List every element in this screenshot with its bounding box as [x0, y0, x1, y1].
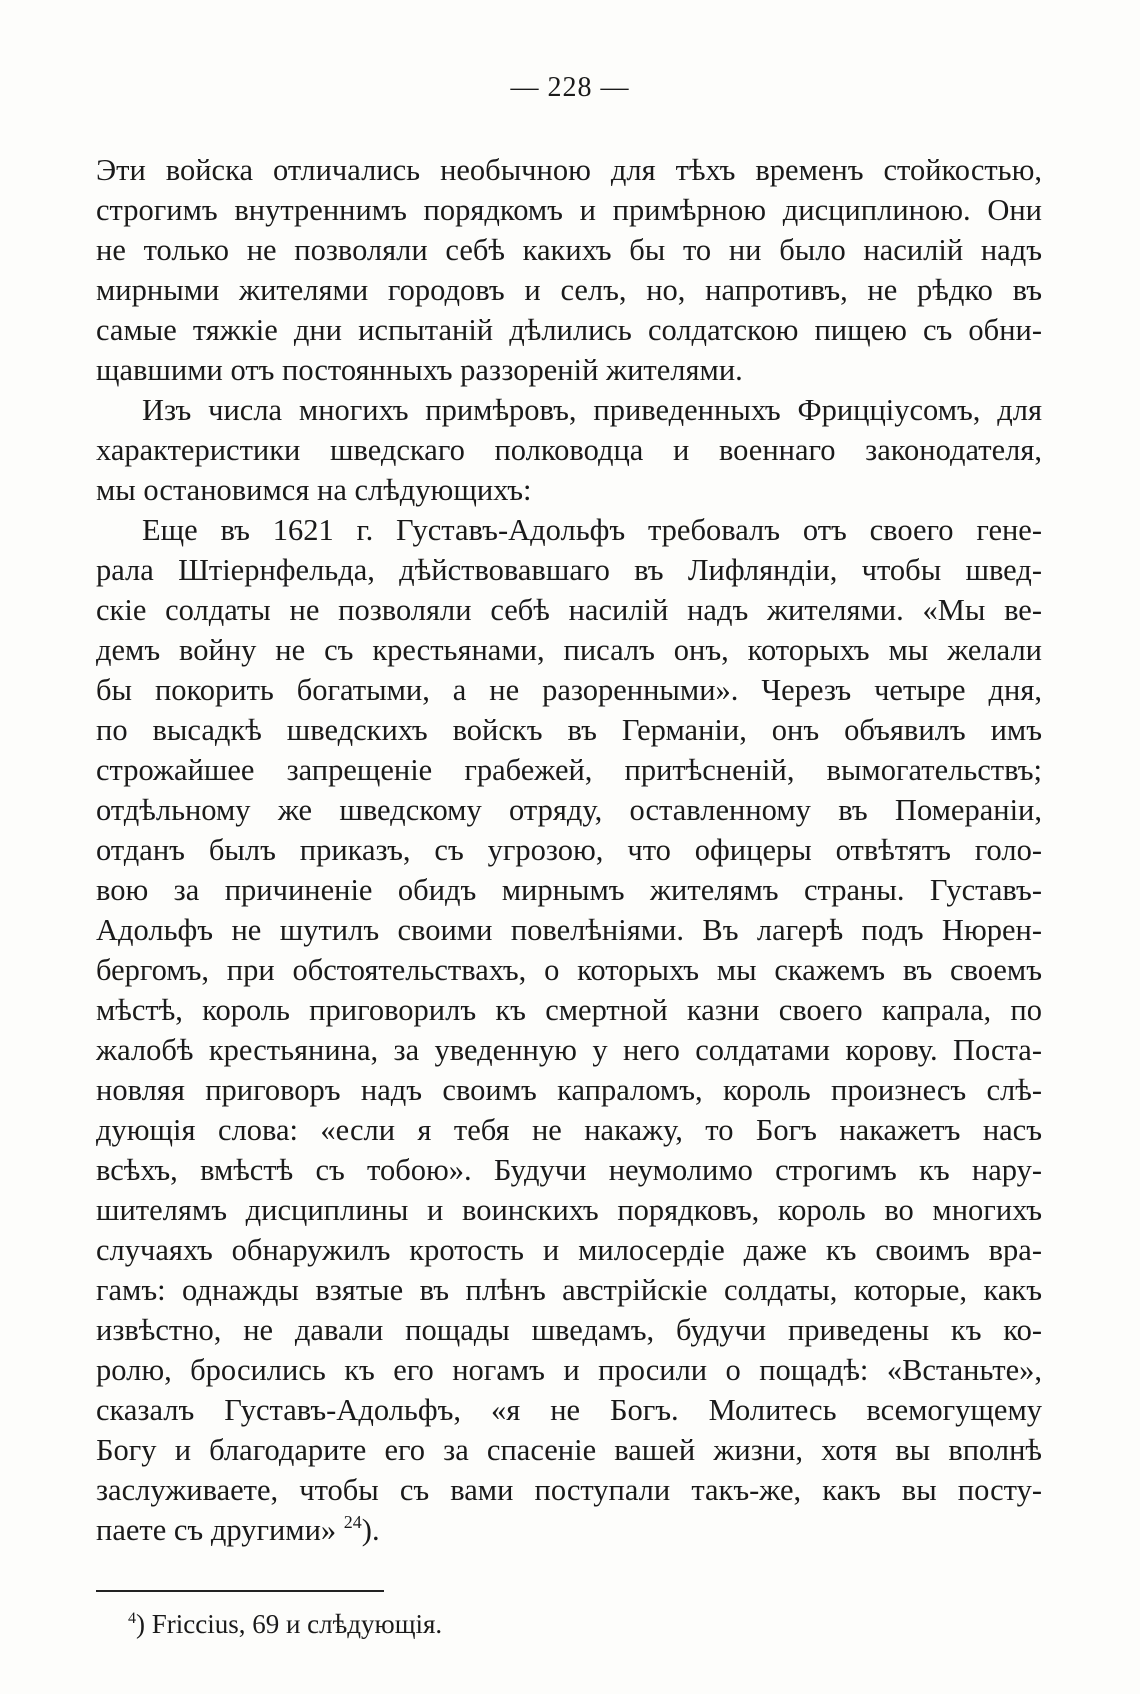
- text-line: всѣхъ, вмѣстѣ съ тобою». Будучи неумолимо строгимъ къ нару-: [96, 1153, 1042, 1187]
- text-line: Адольфъ не шутилъ своими повелѣніями. Въ лагерѣ подъ Нюрен-: [96, 913, 1042, 947]
- text-line: Еще въ 1621 г. Густавъ-Адольфъ требовалъ отъ своего гене-: [142, 513, 1042, 547]
- footnote-reference[interactable]: 24: [343, 1512, 362, 1532]
- paragraph-1: [96, 150, 1042, 390]
- text-line-content: паете съ другими»: [96, 1513, 337, 1547]
- text-line: случаяхъ обнаружилъ кротость и милосердіе даже къ своимъ вра-: [96, 1233, 1042, 1267]
- text-line: извѣстно, не давали пощады шведамъ, будучи приведены къ ко-: [96, 1313, 1042, 1347]
- paragraph-2: [96, 390, 1042, 510]
- text-line: отданъ былъ приказъ, съ угрозою, что офицеры отвѣтятъ голо-: [96, 833, 1042, 867]
- text-line: сказалъ Густавъ-Адольфъ, «я не Богъ. Молитесь всемогущему: [96, 1393, 1042, 1427]
- text-line: отдѣльному же шведскому отряду, оставленному въ Помераніи,: [96, 793, 1042, 827]
- text-line: мирными жителями городовъ и селъ, но, напротивъ, не рѣдко въ: [96, 273, 1042, 307]
- text-line: новляя приговоръ надъ своимъ капраломъ, король произнесъ слѣ-: [96, 1073, 1042, 1107]
- text-line: рала Штіернфельда, дѣйствовавшаго въ Лифляндіи, чтобы швед-: [96, 553, 1042, 587]
- text-line: строгимъ внутреннимъ порядкомъ и примѣрною дисциплиною. Они: [96, 193, 1042, 227]
- text-line: бы покорить богатыми, а не разоренными». Черезъ четыре дня,: [96, 673, 1042, 707]
- text-line: бергомъ, при обстоятельствахъ, о которыхъ мы скажемъ въ своемъ: [96, 953, 1042, 987]
- text-line: демъ войну не съ крестьянами, писалъ онъ, которыхъ мы желали: [96, 633, 1042, 667]
- text-line: строжайшее запрещеніе грабежей, притѣсненій, вымогательствъ;: [96, 753, 1042, 787]
- body-text: [96, 150, 1042, 1550]
- text-line: гамъ: однажды взятые въ плѣнъ австрійскіе солдаты, которые, какъ: [96, 1273, 1042, 1307]
- text-line: заслуживаете, чтобы съ вами поступали такъ-же, какъ вы посту-: [96, 1473, 1042, 1507]
- footnote: [128, 1606, 442, 1642]
- footnote-text: ) Friccius, 69 и слѣдующія.: [136, 1609, 443, 1639]
- page-number: — 228 —: [510, 72, 630, 103]
- text-line: по высадкѣ шведскихъ войскъ въ Германіи, онъ объявилъ имъ: [96, 713, 1042, 747]
- text-line: не только не позволяли себѣ какихъ бы то ни было насилій надъ: [96, 233, 1042, 267]
- text-line: шителямъ дисциплины и воинскихъ порядковъ, король во многихъ: [96, 1193, 1042, 1227]
- text-line: щавшими отъ постоянныхъ раззореній жителями.: [96, 353, 743, 387]
- text-line: ролю, бросились къ его ногамъ и просили о пощадѣ: «Встаньте»,: [96, 1353, 1042, 1387]
- text-line: Изъ числа многихъ примѣровъ, приведенныхъ Фрицціусомъ, для: [142, 393, 1042, 427]
- footnote-ref-close: ).: [361, 1513, 380, 1547]
- text-line: мѣстѣ, король приговорилъ къ смертной казни своего капрала, по: [96, 993, 1042, 1027]
- text-line: жалобѣ крестьянина, за уведенную у него солдатами корову. Поста-: [96, 1033, 1042, 1067]
- paragraph-3: [96, 510, 1042, 1550]
- text-line: дующія слова: «если я тебя не накажу, то Богъ накажетъ насъ: [96, 1113, 1042, 1147]
- footnote-divider: [96, 1590, 384, 1592]
- text-line: мы остановимся на слѣдующихъ:: [96, 473, 532, 507]
- text-line: характеристики шведскаго полководца и военнаго законодателя,: [96, 433, 1042, 467]
- footnote-marker: 4: [128, 1610, 136, 1627]
- text-line: самые тяжкіе дни испытаній дѣлились солдатскою пищею съ обни-: [96, 313, 1042, 347]
- text-line: Богу и благодарите его за спасеніе вашей жизни, хотя вы вполнѣ: [96, 1433, 1042, 1467]
- text-line: Эти войска отличались необычною для тѣхъ временъ стойкостью,: [96, 153, 1042, 187]
- text-line: скіе солдаты не позволяли себѣ насилій надъ жителями. «Мы ве-: [96, 593, 1042, 627]
- text-line: вою за причиненіе обидъ мирнымъ жителямъ страны. Густавъ-: [96, 873, 1042, 907]
- text-line-last: [96, 1510, 1042, 1550]
